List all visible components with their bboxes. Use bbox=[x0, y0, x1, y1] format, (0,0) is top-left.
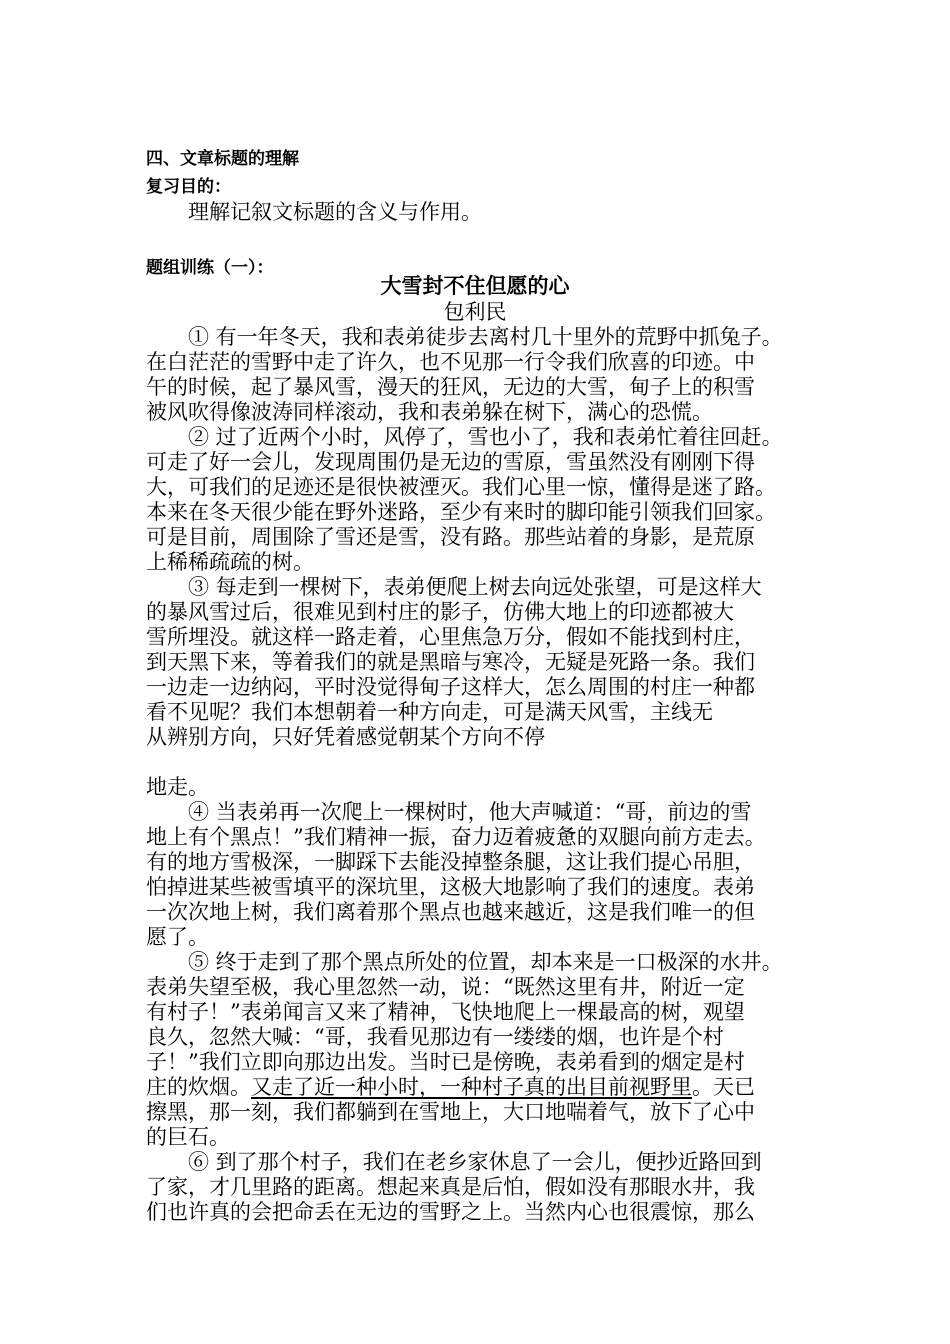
article-line: ① 有一年冬天，我和表弟徒步去离村几十里外的荒野中抓兔子。 bbox=[188, 325, 783, 349]
section-heading: 四、文章标题的理解 bbox=[146, 149, 299, 169]
article-title: 大雪封不住但愿的心 bbox=[380, 274, 570, 298]
article-line: 的暴风雪过后，很难见到村庄的影子，仿佛大地上的印迹都被大 bbox=[146, 600, 734, 624]
article-line: 子！”我们立即向那边出发。当时已是傍晚，表弟看到的烟定是村 bbox=[146, 1050, 745, 1074]
article-line: 雪所埋没。就这样一路走着，心里焦急万分，假如不能找到村庄， bbox=[146, 625, 755, 649]
article-line: 了家，才几里路的距离。想起来真是后怕，假如没有那眼水井，我 bbox=[146, 1175, 755, 1199]
article-line: ③ 每走到一棵树下，表弟便爬上树去向远处张望，可是这样大 bbox=[188, 575, 762, 599]
article-line: ② 过了近两个小时，风停了，雪也小了，我和表弟忙着往回赶。 bbox=[188, 425, 783, 449]
exercise-heading: 题组训练（一）： bbox=[146, 258, 274, 278]
article-line: 上稀稀疏疏的树。 bbox=[146, 550, 314, 574]
article-line: 大，可我们的足迹还是很快被湮灭。我们心里一惊，懂得是迷了路。 bbox=[146, 475, 776, 499]
review-goal-label: 复习目的： bbox=[146, 177, 231, 197]
article-line: 地走。 bbox=[146, 775, 209, 799]
article-line: 有的地方雪极深，一脚踩下去能没掉整条腿，这让我们提心吊胆， bbox=[146, 850, 755, 874]
article-line: 表弟失望至极，我心里忽然一动，说：“既然这里有井，附近一定 bbox=[146, 975, 745, 999]
article-line: 一边走一边纳闷，平时没觉得甸子这样大，怎么周围的村庄一种都 bbox=[146, 675, 755, 699]
article-line: 在白茫茫的雪野中走了许久，也不见那一行令我们欣喜的印迹。中 bbox=[146, 350, 755, 374]
article-line: 良久，忽然大喊：“哥，我看见那边有一缕缕的烟，也许是个村 bbox=[146, 1025, 724, 1049]
article-line: 本来在冬天很少能在野外迷路，至少有来时的脚印能引领我们回家。 bbox=[146, 500, 776, 524]
article-line: 可是目前，周围除了雪还是雪，没有路。那些站着的身影，是荒原 bbox=[146, 525, 755, 549]
article-line: 一次次地上树，我们离着那个黑点也越来越近，这是我们唯一的但 bbox=[146, 900, 755, 924]
article-line: 愿了。 bbox=[146, 925, 209, 949]
article-line: 们也许真的会把命丢在无边的雪野之上。当然内心也很震惊，那么 bbox=[146, 1200, 755, 1224]
article-line: 午的时候，起了暴风雪，漫天的狂风，无边的大雪，甸子上的积雪 bbox=[146, 375, 755, 399]
underline-before: 庄的炊烟。 bbox=[146, 1075, 251, 1099]
article-line: 可走了好一会儿，发现周围仍是无边的雪原，雪虽然没有刚刚下得 bbox=[146, 450, 755, 474]
article-line: 擦黑，那一刻，我们都躺到在雪地上，大口地喘着气，放下了心中 bbox=[146, 1100, 755, 1124]
article-line: 到天黑下来，等着我们的就是黑暗与寒冷，无疑是死路一条。我们 bbox=[146, 650, 755, 674]
article-line: 怕掉进某些被雪填平的深坑里，这极大地影响了我们的速度。表弟 bbox=[146, 875, 755, 899]
article-line: ⑤ 终于走到了那个黑点所处的位置，却本来是一口极深的水井。 bbox=[188, 950, 783, 974]
article-line: 看不见呢？我们本想朝着一种方向走，可是满天风雪，主线无 bbox=[146, 700, 713, 724]
review-goal-text: 理解记叙文标题的含义与作用。 bbox=[188, 200, 482, 224]
article-line: 被风吹得像波涛同样滚动，我和表弟躲在树下，满心的恐慌。 bbox=[146, 400, 713, 424]
underlined-sentence: 又走了近一种小时，一种村子真的出目前视野里 bbox=[251, 1075, 692, 1099]
article-line: ④ 当表弟再一次爬上一棵树时，他大声喊道：“哥，前边的雪 bbox=[188, 800, 752, 824]
underline-after: 。天已 bbox=[692, 1075, 755, 1099]
article-line: ⑥ 到了那个村子，我们在老乡家休息了一会儿，便抄近路回到 bbox=[188, 1150, 762, 1174]
article-line-underlined bbox=[146, 1074, 755, 1100]
article-line: 地上有个黑点！”我们精神一振，奋力迈着疲惫的双腿向前方走去。 bbox=[146, 825, 766, 849]
article-author: 包利民 bbox=[443, 300, 507, 324]
article-line: 从辨别方向，只好凭着感觉朝某个方向不停 bbox=[146, 725, 545, 749]
article-line: 有村子！”表弟闻言又来了精神，飞快地爬上一棵最高的树，观望 bbox=[146, 1000, 745, 1024]
article-line: 的巨石。 bbox=[146, 1125, 230, 1149]
